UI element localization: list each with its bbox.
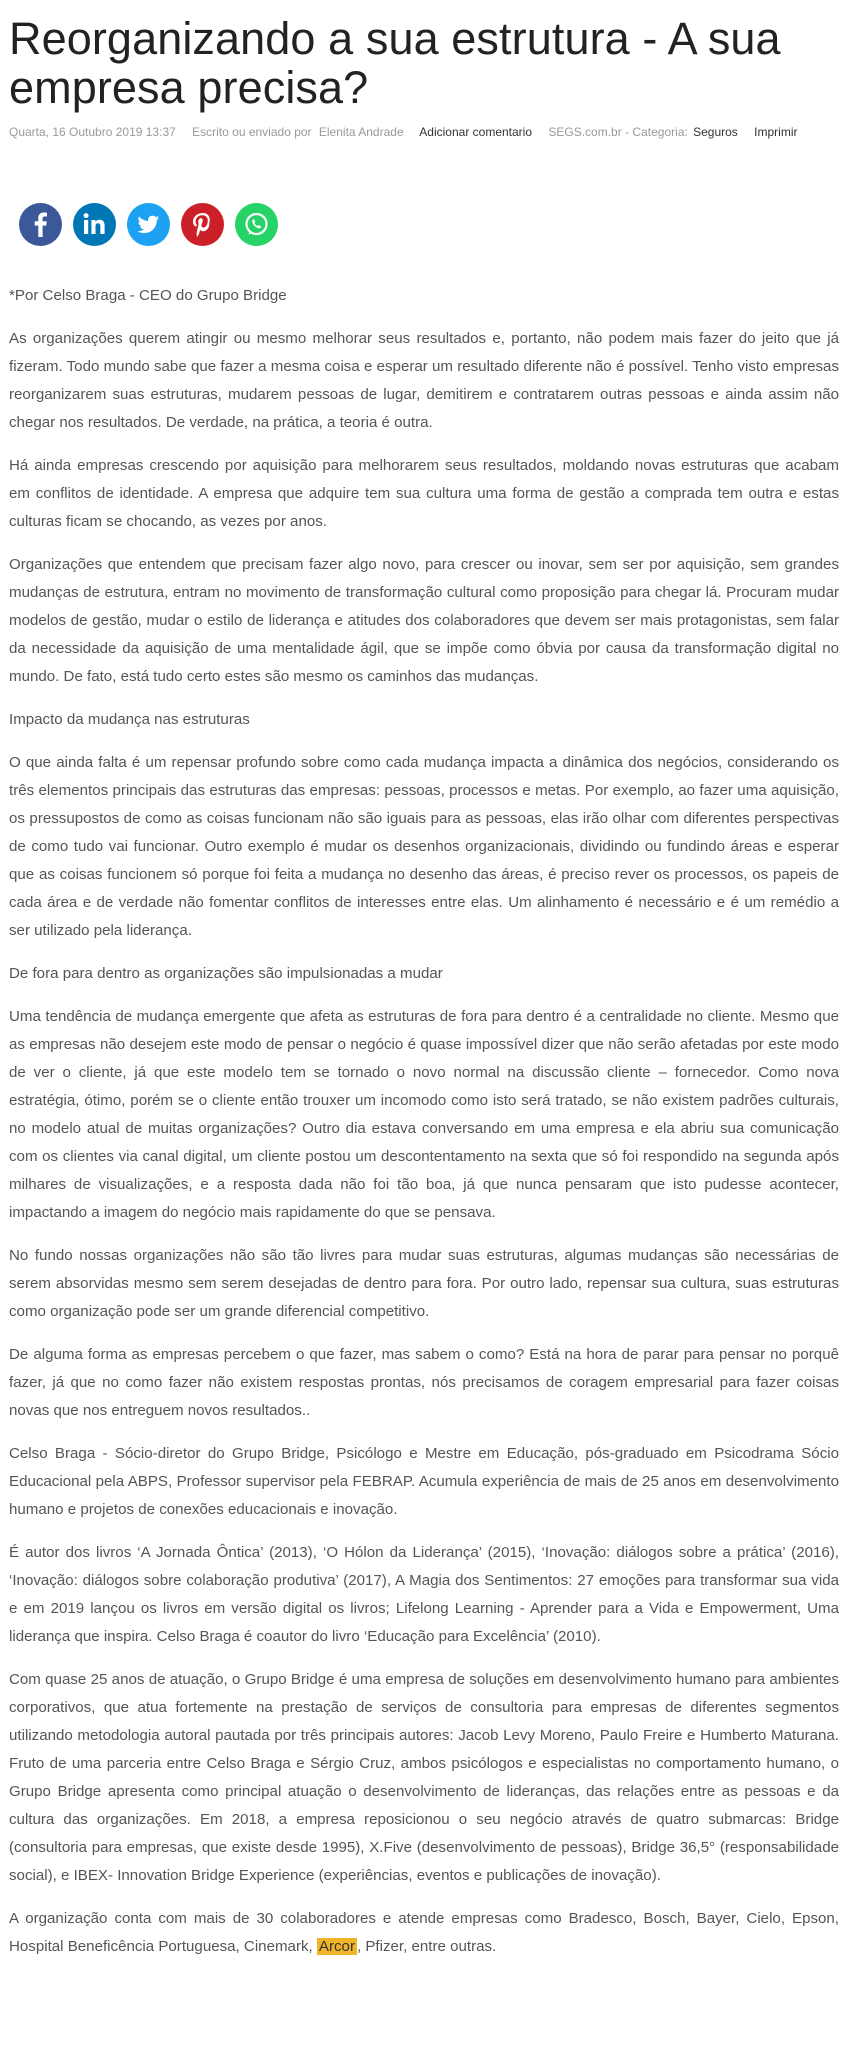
facebook-icon[interactable] [19, 203, 62, 246]
category-link[interactable]: Seguros [693, 125, 738, 139]
author-bio: Celso Braga - Sócio-diretor do Grupo Bridge, Psicólogo e Mestre em Educação, pós-graduado em Psicodrama Sócio Educacional pela ABPS, Professor supervisor pela FEBRAP. Acumula experiência de mais de 25 anos em desenvolvimento humano e projetos de conexões educacionais e inovação. [9, 1445, 839, 1518]
article [9, 0, 839, 1976]
clients-text: A organização conta com mais de 30 colaboradores e atende empresas como Bradesco, Bosch, Bayer, Cielo, Epson, Hospital Beneficência Portuguesa, Cinemark, [9, 1910, 839, 1955]
whatsapp-icon[interactable] [235, 203, 278, 246]
share-bar [9, 203, 839, 247]
clients-paragraph [9, 1905, 839, 1961]
paragraph: As organizações querem atingir ou mesmo melhorar seus resultados e, portanto, não podem mais fazer do jeito que já fizeram. Todo mundo sabe que fazer a mesma coisa e esperar um resultado diferente não é possível. Tenho visto empresas reorganizarem suas estruturas, mudarem pessoas de lugar, demitirem e contratarem outras pessoas e ainda assim não chegar nos resultados. De verdade, na prática, a teoria é outra. [9, 330, 839, 431]
paragraph: O que ainda falta é um repensar profundo sobre como cada mudança impacta a dinâmica dos negócios, considerando os três elementos principais das estruturas das empresas: pessoas, processos e metas. Por exemplo, ao fazer uma aquisição, os pressupostos de como as coisas funcionam não são iguais para as pessoas, elas irão olhar com diferentes perspectivas de como tudo vai funcionar. Outro exemplo é mudar os desenhos organizacionais, dividindo ou fundindo áreas e esperar que as coisas funcionem só porque foi feita a mudança no desenho das áreas, é preciso rever os processos, os papeis de cada área e de verdade não fomentar conflitos de interesses entre elas. Um alinhamento é necessário e é um remédio a ser utilizado pela liderança. [9, 754, 839, 939]
paragraph: Há ainda empresas crescendo por aquisição para melhorarem seus resultados, moldando novas estruturas que acabam em conflitos de identidade. A empresa que adquire tem sua cultura uma forma de gestão a comprada tem outra e estas culturas ficam se chocando, as vezes por anos. [9, 457, 839, 530]
author-label: Escrito ou enviado por [192, 125, 312, 139]
paragraph: Uma tendência de mudança emergente que afeta as estruturas de fora para dentro é a centralidade no cliente. Mesmo que as empresas não desejem este modo de pensar o negócio é quase impossível dizer que não serão afetadas por este modo de ver o cliente, já que este modelo tem se tornado o novo normal na discussão cliente – fornecedor. Como nova estratégia, ótimo, porém se o cliente então trouxer um incomodo como isto será tratado, se não existem padrões culturais, no modelo atual de muitas organizações? Outro dia estava conversando em uma empresa e ela abriu sua comunicação com os clientes via canal digital, um cliente postou um descontentamento na sexta que só foi respondido na segunda após milhares de visualizações, e a resposta dada não foi tão boa, já que nunca pensaram que isto pudesse acontecer, impactando a imagem do negócio mais rapidamente do que se pensava. [9, 1008, 839, 1221]
article-title: Reorganizando a sua estrutura - A sua empresa precisa? [9, 13, 781, 113]
article-body [9, 282, 839, 1961]
highlighted-term: Arcor [318, 1938, 355, 1955]
article-byline: *Por Celso Braga - CEO do Grupo Bridge [9, 287, 287, 304]
section-heading: Impacto da mudança nas estruturas [9, 711, 250, 728]
company-description: Com quase 25 anos de atuação, o Grupo Bridge é uma empresa de soluções em desenvolvimento humano para ambientes corporativos, que atua fortemente na prestação de serviços de consultoria para empresas de diferentes segmentos utilizando metodologia autoral pautada por três principais autores: Jacob Levy Moreno, Paulo Freire e Humberto Maturana. Fruto de uma parceria entre Celso Braga e Sérgio Cruz, ambos psicólogos e especialistas no comportamento humano, o Grupo Bridge apresenta como principal atuação o desenvolvimento de lideranças, das relações entre as pessoas e da cultura das organizações. Em 2018, a empresa reposicionou o seu negócio através de quatro submarcas: Bridge (consultoria para empresas, que existe desde 1995), X.Five (desenvolvimento de pessoas), Bridge 36,5° (responsabilidade social), e IBEX- Innovation Bridge Experience (experiências, eventos e publicações de inovação). [9, 1671, 839, 1884]
author-name: Elenita Andrade [318, 125, 404, 139]
article-meta [9, 125, 839, 141]
clients-text-end: , Pfizer, entre outras. [356, 1938, 497, 1955]
paragraph: Organizações que entendem que precisam fazer algo novo, para crescer ou inovar, sem ser por aquisição, sem grandes mudanças de estrutura, entram no movimento de transformação cultural como proposição para chegar lá. Procuram mudar modelos de gestão, mudar o estilo de liderança e atitudes dos colaboradores que devem ser mais protagonistas, sem falar da necessidade da aquisição de uma mentalidade ágil, que se impõe como óbvia por causa da transformação digital no mundo. De fato, está tudo certo estes são mesmo os caminhos das mudanças. [9, 556, 839, 685]
section-heading: De fora para dentro as organizações são impulsionadas a mudar [9, 965, 443, 982]
add-comment-link[interactable]: Adicionar comentario [419, 125, 533, 139]
linkedin-icon[interactable] [73, 203, 116, 246]
pinterest-icon[interactable] [181, 203, 224, 246]
twitter-icon[interactable] [127, 203, 170, 246]
print-link[interactable]: Imprimir [754, 125, 798, 139]
category-label: SEGS.com.br - Categoria: [548, 125, 688, 139]
article-date: Quarta, 16 Outubro 2019 13:37 [9, 125, 176, 139]
author-books: É autor dos livros ‘A Jornada Ôntica’ (2013), ‘O Hólon da Liderança’ (2015), ‘Inovação: diálogos sobre a prática’ (2016), ‘Inovação: diálogos sobre colaboração produtiva’ (2017), A Magia dos Sentimentos: 27 emoções para transformar sua vida e em 2019 lançou os livros em versão digital os livros; Lifelong Learning - Aprender para a Vida e Empowerment, Uma liderança que inspira. Celso Braga é coautor do livro ‘Educação para Excelência’ (2010). [9, 1544, 839, 1645]
paragraph: No fundo nossas organizações não são tão livres para mudar suas estruturas, algumas mudanças são necessárias de serem absorvidas mesmo sem serem desejadas de dentro para fora. Por outro lado, repensar sua cultura, suas estruturas como organização pode ser um grande diferencial competitivo. [9, 1247, 839, 1320]
paragraph: De alguma forma as empresas percebem o que fazer, mas sabem o como? Está na hora de parar para pensar no porquê fazer, já que no como fazer não existem respostas prontas, nós precisamos de coragem empresarial para fazer coisas novas que nos entreguem novos resultados.. [9, 1346, 839, 1419]
